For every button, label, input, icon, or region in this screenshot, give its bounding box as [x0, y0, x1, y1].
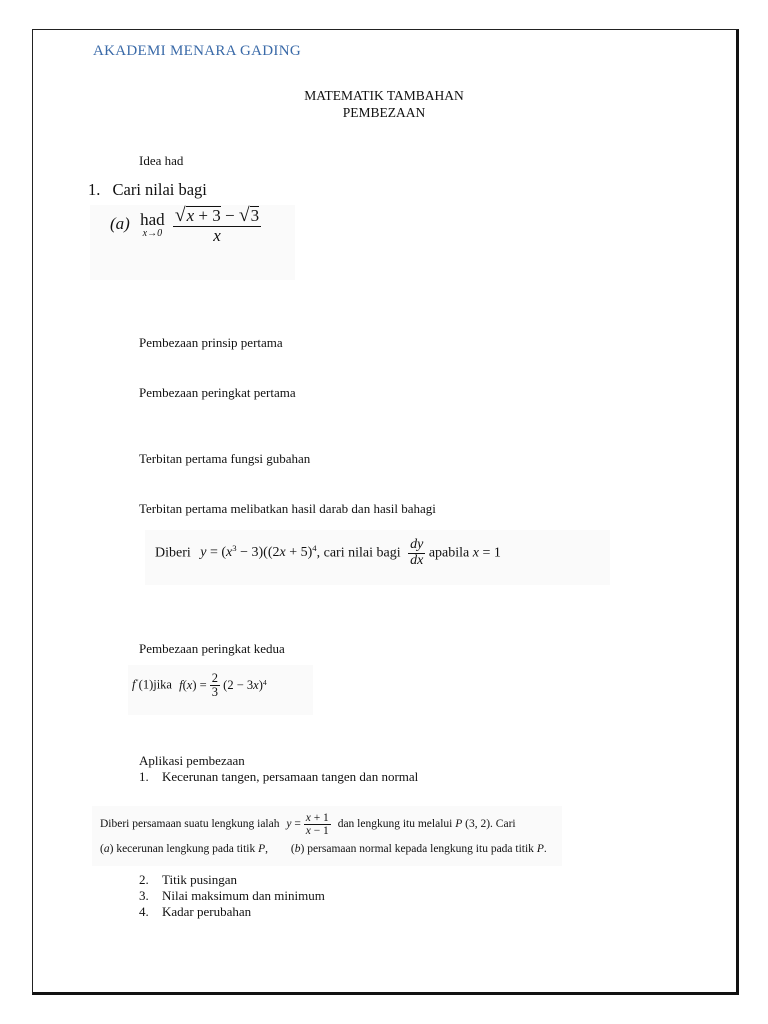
limit-expression — [110, 206, 261, 244]
second-derivative-expression: f"(1)jika f(x) = $\frac{2}{3}$ $(2 - 3x)^4$ — [132, 671, 267, 700]
part-a-label: (a) — [110, 214, 130, 234]
aplikasi-heading: Aplikasi pembezaan — [139, 753, 245, 768]
subject-title: MATEMATIK TAMBAHAN — [304, 88, 464, 103]
application-item: 2. Titik pusingan — [139, 872, 238, 887]
curve-problem-line-2: (a) kecerunan lengkung pada titik P, (b) persamaan normal kepada lengkung itu pada titik P. — [100, 843, 547, 855]
application-item: 3. Nilai maksimum dan minimum — [139, 888, 325, 903]
question-1-number: 1. — [88, 180, 101, 199]
diberi-expression: Diberi $y = (x^3 - 3)((2x + 5)^4$, cari nilai bagi $\frac{dy}{dx}$ apabila x = 1 — [155, 537, 501, 568]
topic-title: PEMBEZAAN — [342, 105, 426, 120]
limit-had: had — [140, 210, 165, 230]
question-1-text: Cari nilai bagi — [112, 180, 207, 199]
limit-subscript: x→0 — [142, 228, 163, 240]
limit-fraction: $\frac{√x + 3 - √3}{x}$ — [174, 205, 260, 245]
school-name: AKADEMI MENARA GADING — [93, 43, 301, 59]
hasil-darab-heading: Terbitan pertama melibatkan hasil darab dan hasil bahagi — [139, 501, 436, 516]
prinsip-pertama-heading: Pembezaan prinsip pertama — [139, 335, 283, 350]
peringkat-kedua-heading: Pembezaan peringkat kedua — [139, 641, 285, 656]
application-item: 1. Kecerunan tangen, persamaan tangen dan normal — [139, 769, 419, 784]
application-item: 4. Kadar perubahan — [139, 904, 252, 919]
curve-problem-line-1: Diberi persamaan suatu lengkung ialah y = $\frac{x + 1}{x - 1}$ dan lengkung itu melalui P (3, 2). Cari — [100, 812, 516, 838]
question-1 — [88, 180, 207, 200]
peringkat-pertama-heading: Pembezaan peringkat pertama — [139, 385, 296, 400]
idea-had-heading: Idea had — [139, 153, 184, 168]
fungsi-gubahan-heading: Terbitan pertama fungsi gubahan — [139, 451, 311, 466]
